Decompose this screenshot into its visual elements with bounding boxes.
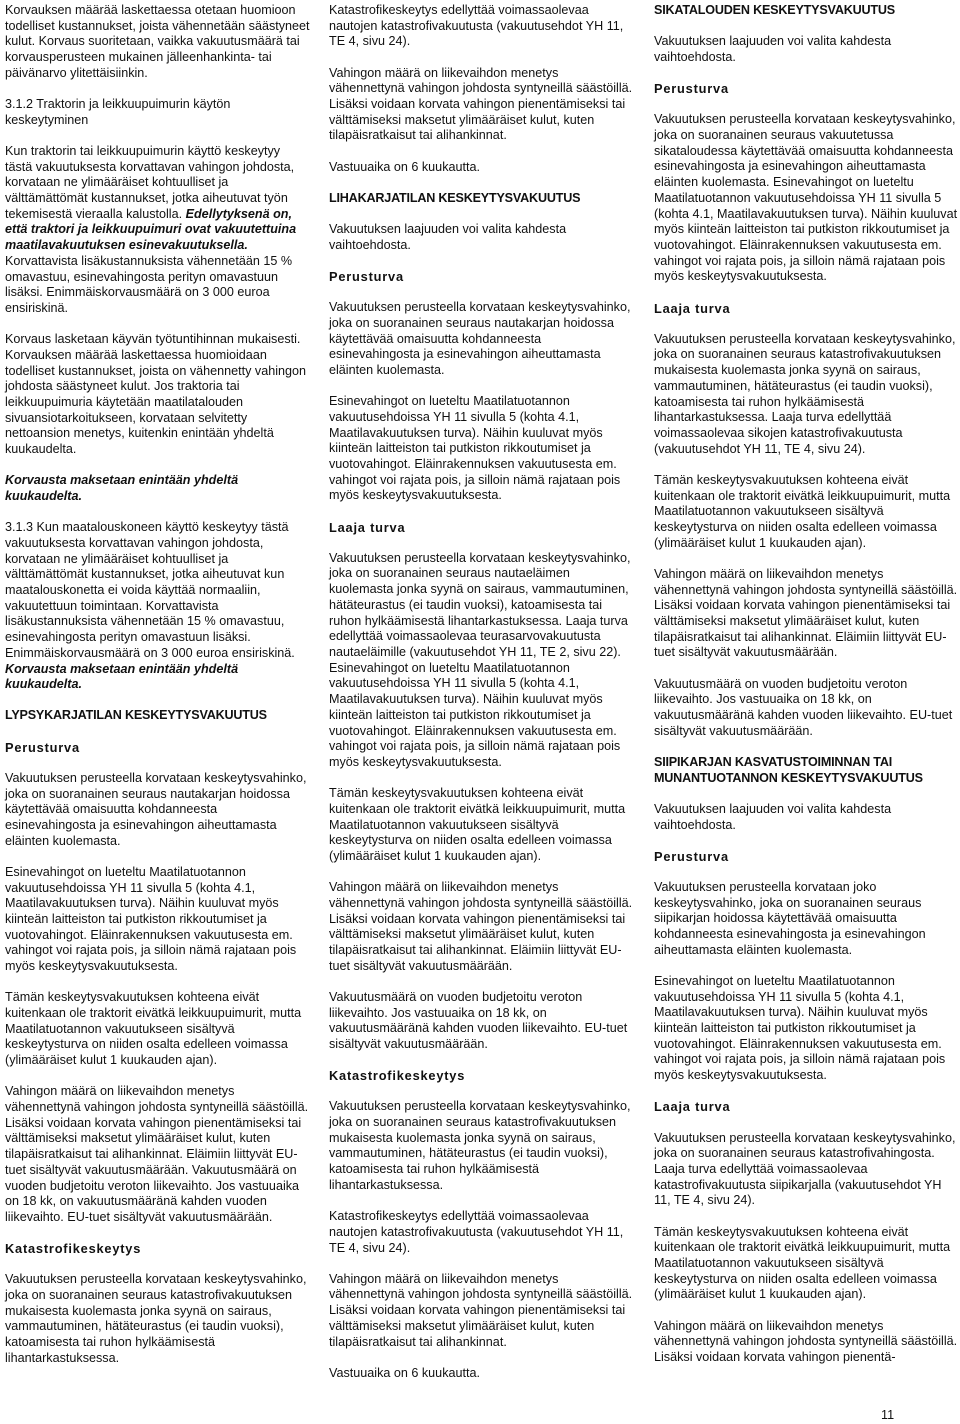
paragraph: Vastuuaika on 6 kuukautta. [329,159,480,174]
paragraph: Vahingon määrä on liikevaihdon menetys vähennettynä vahingon johdosta syntyneillä säästöillä. Lisäksi voidaan korvata vahingon pienentämiseksi tai välttämiseksi maksetut ylimääräiset kulut, kuten tilapäisratkaisut tai alihankinnat. Eläimiin liittyvät EU-tuet sisältyvät vakuutusmäärään. [329,880,633,973]
paragraph: Tämän keskeytysvakuutuksen kohteena eivät kuitenkaan ole traktorit eivätkä leikkuupuimurit, mutta Maatilatuotannon vakuutukseen sisältyvä keskeytysturva on niiden osalta edelleen voimassa (ylimääräiset kulut 1 kuukauden ajan). [5,990,302,1068]
emphasis: Korvausta maksetaan enintään yhdeltä kuukaudelta. [5,661,239,692]
paragraph: Esinevahingot on lueteltu Maatilatuotannon vakuutusehdoissa YH 11 sivulla 5 (kohta 4.1, Maatilavakuutuksen turva). Näihin kuuluvat myös kiinteän laitteiston tai putkiston rikkoutumiset ja vuotovahingot. Eläinrakennuksen vakuutusesta em. vahingot voi rajata pois, ja silloin nämä rajataan pois myös keskeytysvakuutuksesta. [654,973,946,1083]
paragraph: Vakuutuksen perusteella korvataan keskeytysvahinko, joka on suoranainen seuraus katastrofivakuutuksen mukaisesta kuolemasta jonka syynä on sairaus, vammautuminen, hätäteurastus (ei taudin vuoksi), katoamisesta tai ruhon hylkäämisestä lihantarkastuksessa. Laaja turva edellyttää voimassaolevaa sikojen katastrofivakuutusta (vakuutusehdot YH 11, TE 4, sivu 24). [654,331,956,456]
paragraph: Korvaus lasketaan käyvän työtuntihinnan mukaisesti. Korvauksen määrää laskettaessa huomioidaan todelliset kustannukset, joista on vähennetty vahingon johdosta säästyneet kulut. Jos traktoria tai leikkuupuimuria käytetään maatilatalouden sivuansiotarkoitukseen, korvataan selvitetty nettoansion menetys, kuitenkin enintään yhdeltä kuukaudelta. [5,332,307,457]
paragraph: Tämän keskeytysvakuutuksen kohteena eivät kuitenkaan ole traktorit eivätkä leikkuupuimurit, mutta Maatilatuotannon vakuutukseen sisältyvä keskeytysturva on niiden osalta edelleen voimassa (ylimääräiset kulut 1 kuukauden ajan). [654,472,951,550]
paragraph: Vahingon määrä on liikevaihdon menetys vähennettynä vahingon johdosta syntyneillä säästöillä. Lisäksi voidaan korvata vahingon pienentä- [654,1318,958,1365]
paragraph: Esinevahingot on lueteltu Maatilatuotannon vakuutusehdoissa YH 11 sivulla 5 (kohta 4.1, Maatilavakuutuksen turva). Näihin kuuluvat myös kiinteän laitteiston tai putkiston rikkoutumiset ja vuotovahingot. Eläinrakennuksen vakuutusesta em. vahingot voi rajata pois, ja silloin nämä rajataan pois myös keskeytysvakuutuksesta. [5,864,297,974]
text: Kun traktorin tai leikkuupuimurin käyttö keskeytyy tästä vakuutuksesta korvattavan vahingon johdosta, korvataan ne ylimääräiset kohtuulliset ja välttämättömät kustannukset, jotka aiheutuvat työn tekemisestä vieraalla kalustolla. [5,143,295,221]
section-title: LIHAKARJATILAN KESKEYTYSVAKUUTUS [329,190,581,205]
emphasis: Edellytyksenä on, että traktori ja leikkuupuimuri ovat vakuutettuina maatilavakuutuksen esinevakuutuksella. [5,206,297,253]
paragraph: Vakuutuksen laajuuden voi valita kahdesta vaihtoehdosta. [654,801,892,832]
column-3 [654,3,959,1366]
section-heading-3-1-2: 3.1.2 Traktorin ja leikkuupuimurin käytön keskeytyminen [5,97,231,127]
section-title: SIIPIKARJAN KASVATUSTOIMINNAN TAI MUNANTUOTANNON KESKEYTYSVAKUUTUS [654,754,923,785]
paragraph: Vahingon määrä on liikevaihdon menetys vähennettynä vahingon johdosta syntyneillä säästöillä. Lisäksi voidaan korvata vahingon pienentämiseksi tai välttämiseksi maksetut ylimääräiset kulut, kuten tilapäisratkaisut tai alihankinnat. Eläimiin liittyvät EU-tuet sisältyvät vakuutusmäärään. [654,566,958,660]
emphasis-paragraph: Korvausta maksetaan enintään yhdeltä kuukaudelta. [5,473,239,503]
section-title: LYPSYKARJATILAN KESKEYTYSVAKUUTUS [5,708,267,723]
paragraph: Tämän keskeytysvakuutuksen kohteena eivät kuitenkaan ole traktorit eivätkä leikkuupuimurit, mutta Maatilatuotannon vakuutukseen sisältyvä keskeytysturva on niiden osalta edelleen voimassa (ylimääräiset kulut 1 kuukauden ajan). [329,786,626,863]
column-1 [5,3,310,1367]
paragraph: Tämän keskeytysvakuutuksen kohteena eivät kuitenkaan ole traktorit eivätkä leikkuupuimurit, mutta Maatilatuotannon vakuutukseen sisältyvä keskeytysturva on niiden osalta edelleen voimassa (ylimääräiset kulut 1 kuukauden ajan). [654,1224,951,1302]
paragraph: Vastuuaika on 6 kuukautta. [329,1365,480,1380]
subsection-title: Perusturva [329,268,404,284]
subsection-title: Laaja turva [329,519,406,535]
paragraph: Katastrofikeskeytys edellyttää voimassaolevaa nautojen katastrofivakuutusta (vakuutusehdot YH 11, TE 4, sivu 24). [329,3,624,49]
text: Korvattavista lisäkustannuksista vähennetään 15 % omavastuu, esinevahingosta perityn omavastuun lisäksi. Enimmäiskorvausmäärä on 3 000 euroa ensiriskinä. [5,253,293,315]
subsection-title: Laaja turva [654,300,731,316]
subsection-title: Katastrofikeskeytys [329,1068,466,1084]
paragraph: Vahingon määrä on liikevaihdon menetys vähennettynä vahingon johdosta syntyneillä säästöillä. Lisäksi voidaan korvata vahingon pienentämiseksi tai välttämiseksi maksetut ylimääräiset kulut, kuten tilapäisratkaisut tai alihankinnat. [329,65,633,143]
column-2 [329,3,634,1381]
section-title: SIKATALOUDEN KESKEYTYSVAKUUTUS [654,3,895,17]
page-number: 11 [881,1408,895,1422]
paragraph: Korvauksen määrää laskettaessa otetaan huomioon todelliset kustannukset, joista vähennetään säästyneet kulut. Korvaus suoritetaan, vaikka vakuutusmäärä tai korvausperusteen mukainen jälleenhankinta- tai päivänarvo ylitettäisiinkin. [5,3,310,80]
paragraph: Vahingon määrä on liikevaihdon menetys vähennettynä vahingon johdosta syntyneillä säästöillä. Lisäksi voidaan korvata vahingon pienentämiseksi tai välttämiseksi maksetut ylimääräiset kulut, kuten tilapäisratkaisut tai alihankinnat. Eläimiin liittyvät EU-tuet sisältyvät vakuutusmäärään. Vakuutusmäärä on vuoden budjetoitu veroton liikevaihto. Jos vastuuaika on 18 kk, on vakuutusmääränä kahden vuoden liikevaihto. EU-tuet sisältyvät vakuutusmäärään. [5,1084,309,1224]
subsection-title: Perusturva [654,848,729,864]
paragraph: Vakuutuksen perusteella korvataan keskeytysvahinko, joka on suoranainen seuraus nautakarjan hoidossa käytettävää omaisuutta kohdanneesta esinevahingosta ja esinevahingon aiheuttamasta eläinten kuolemasta. [5,770,307,848]
subsection-title: Katastrofikeskeytys [5,1241,142,1257]
paragraph: Vahingon määrä on liikevaihdon menetys vähennettynä vahingon johdosta syntyneillä säästöillä. Lisäksi voidaan korvata vahingon pienentämiseksi tai välttämiseksi maksetut ylimääräiset kulut, kuten tilapäisratkaisut tai alihankinnat. [329,1271,633,1349]
paragraph: Vakuutuksen perusteella korvataan keskeytysvahinko, joka on suoranainen seuraus nautakarjan hoidossa käytettävää omaisuutta kohdanneesta esinevahingosta ja esinevahingon aiheuttamasta eläinten kuolemasta. [329,300,631,377]
paragraph: Vakuutuksen perusteella korvataan keskeytysvahinko, joka on suoranainen seuraus katastrofivakuutuksen mukaisesta kuolemasta jonka syynä on sairaus, vammautuminen, hätäteurastus (ei taudin vuoksi), katoamisesta tai ruhon hylkäämisestä lihantarkastuksessa. [329,1099,631,1192]
paragraph [5,520,310,693]
paragraph: Vakuutuksen perusteella korvataan keskeytysvahinko, joka on suoranainen seuraus nautaeläimen kuolemasta jonka syynä on sairaus, vammautuminen, hätäteurastus (ei taudin vuoksi), katoamisesta tai ruhon hylkäämisestä lihantarkastuksessa. Laaja turva edellyttää voimassaolevaa teurasarvovakuutusta nautaeläimille (vakuutusehdot YH 11, TE 2, sivu 22). Esinevahingot on lueteltu Maatilatuotannon vakuutusehdoissa YH 11 sivulla 5 (kohta 4.1, Maatilavakuutuksen turva). Näihin kuuluvat myös kiinteän laitteiston tai putkiston rikkoutumiset ja vuotovahingot. Eläinrakennuksen vakuutusesta em. vahingot voi rajata pois, ja silloin nämä rajataan pois myös keskeytysvakuutuksesta. [329,550,631,769]
paragraph: Vakuutuksen perusteella korvataan joko keskeytysvahinko, joka on suoranainen seuraus siipikarjan hoidossa käytettävää omaisuutta kohdanneesta esinevahingosta ja esinevahingon aiheuttamasta eläinten kuolemasta. [654,879,926,957]
subsection-title: Perusturva [654,81,729,97]
subsection-title: Laaja turva [654,1099,731,1115]
subsection-title: Perusturva [5,739,80,755]
paragraph: Vakuutusmäärä on vuoden budjetoitu veroton liikevaihto. Jos vastuuaika on 18 kk, on vakuutusmääränä kahden vuoden liikevaihto. EU-tuet sisältyvät vakuutusmäärään. [329,989,628,1051]
paragraph: Vakuutuksen perusteella korvataan keskeytysvahinko, joka on suoranainen seuraus vakuutetussa sikataloudessa käytettävää omaisuutta kohdanneesta esinevahingosta ja esinevahingon aiheuttamasta eläinten kuolemasta. Esinevahingot on lueteltu Maatilatuotannon vakuutusehdoissa YH 11 sivulla 5 (kohta 4.1, Maatilavakuutuksen turva). Näihin kuuluvat myös kiinteän laitteiston tai putkiston rikkoutumiset ja vuotovahingot. Eläinrakennuksen vakuutusesta em. vahingot voi rajata pois, ja silloin nämä rajataan pois myös keskeytysvakuutuksesta. [654,112,958,284]
paragraph: Katastrofikeskeytys edellyttää voimassaolevaa nautojen katastrofivakuutusta (vakuutusehdot YH 11, TE 4, sivu 24). [329,1209,624,1255]
paragraph: Vakuutuksen perusteella korvataan keskeytysvahinko, joka on suoranainen seuraus katastrofivahingosta. Laaja turva edellyttää voimassaolevaa katastrofivakuutusta siipikarjalla (vakuutusehdot YH 11, TE 4, sivu 24). [654,1130,956,1208]
paragraph: Vakuutuksen laajuuden voi valita kahdesta vaihtoehdosta. [654,34,892,64]
paragraph: Esinevahingot on lueteltu Maatilatuotannon vakuutusehdoissa YH 11 sivulla 5 (kohta 4.1, Maatilavakuutuksen turva). Näihin kuuluvat myös kiinteän laitteiston tai putkiston rikkoutumiset ja vuotovahingot. Eläinrakennuksen vakuutusesta em. vahingot voi rajata pois, ja silloin nämä rajataan pois myös keskeytysvakuutuksesta. [329,394,621,503]
text: 3.1.3 Kun maatalouskoneen käyttö keskeytyy tästä vakuutuksesta korvattavan vahingon johdosta, korvataan ne ylimääräiset kohtuulliset ja välttämättömät kustannukset, jotka aiheutuvat kun maatalouskonetta ei voida käyttää normaaliin, vakuutettuun toimintaan. Korvattavista lisäkustannuksista vähennetään 15 % omavastuu, esinevahingosta perityn omavastuun lisäksi. Enimmäiskorvausmäärä on 3 000 euroa ensiriskinä. [5,520,295,660]
paragraph: Vakuutuksen laajuuden voi valita kahdesta vaihtoehdosta. [329,222,567,252]
paragraph [5,144,310,317]
paragraph: Vakuutusmäärä on vuoden budjetoitu veroton liikevaihto. Jos vastuuaika on 18 kk, on vakuutusmääränä kahden vuoden liikevaihto. EU-tuet sisältyvät vakuutusmäärään. [654,676,953,738]
paragraph: Vakuutuksen perusteella korvataan keskeytysvahinko, joka on suoranainen seuraus katastrofivakuutuksen mukaisesta kuolemasta jonka syynä on sairaus, vammautuminen, hätäteurastus (ei taudin vuoksi), katoamisesta tai ruhon hylkäämisestä lihantarkastuksessa. [5,1272,307,1365]
